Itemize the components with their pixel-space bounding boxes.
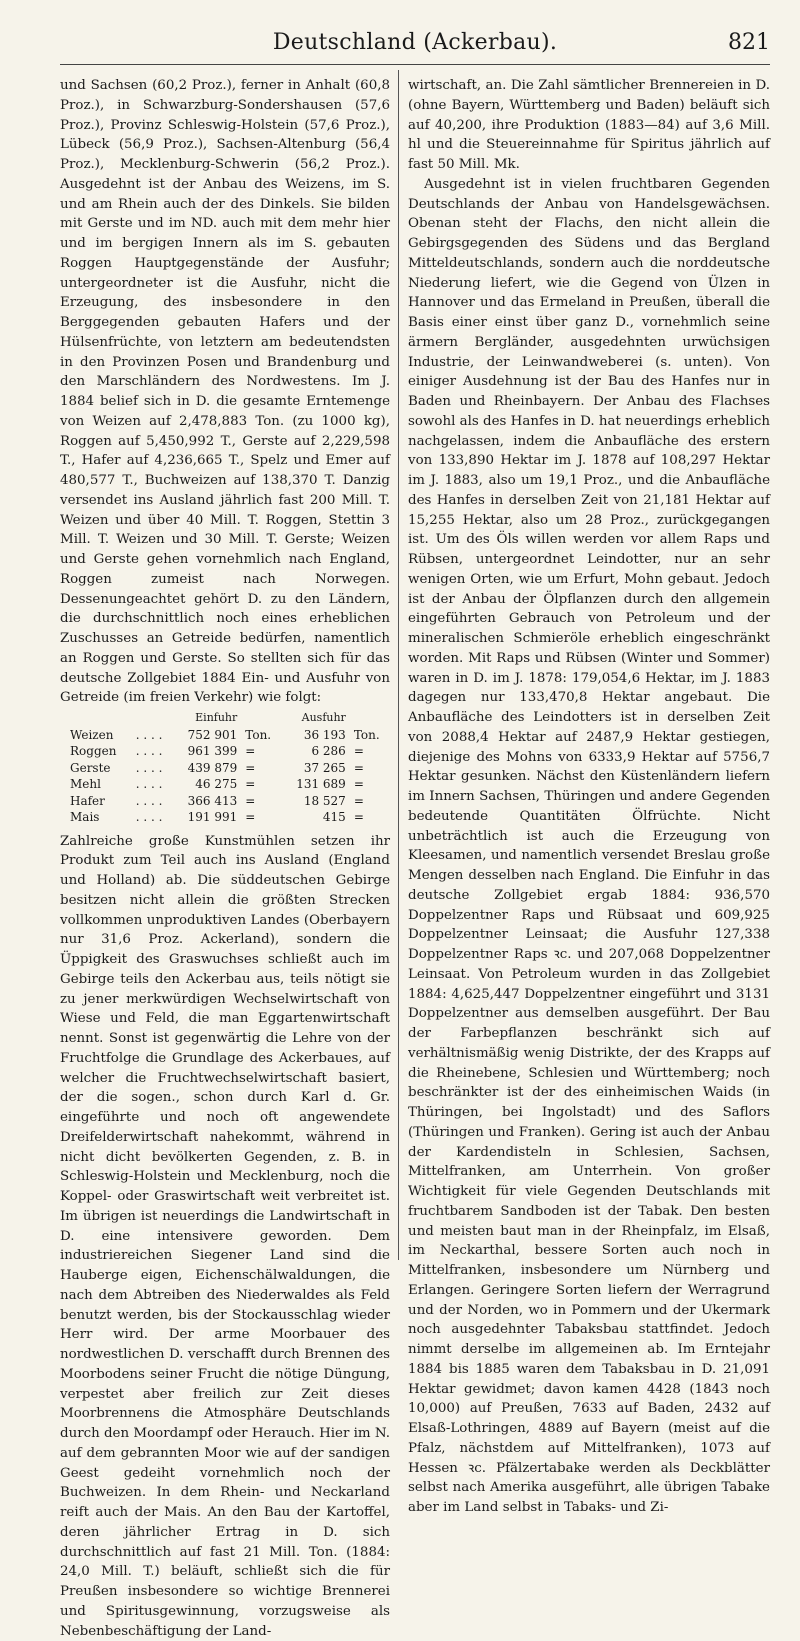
grain-trade-table (60, 710, 390, 826)
grain-name: Gerste (60, 760, 132, 777)
table-row (60, 776, 390, 793)
grain-name: Hafer (60, 793, 132, 810)
header-rule (60, 64, 770, 65)
right-paragraph-2: Ausgedehnt ist in vielen fruchtbaren Gegenden Deutschlands der Anbau von Handelsgewächsen. Obenan steht der Flachs, den nicht allein die Gebirgsgegenden des Südens und das Bergland Mitteldeutschlands, sondern auch die norddeutsche Niederung liefert, wie die Gegend von Ülzen in Hannover und das Ermeland in Preußen, überall die Basis einer einst über ganz D., vornehmlich seine ärmern Bergländer, ausgedehnten urwüchsigen Industrie, der Leinwandweberei (s. unten). Von einiger Ausdehnung ist der Bau des Hanfes nur in Baden und Rheinbayern. Der Anbau des Flachses sowohl als des Hanfes in D. hat neuerdings erheblich nachgelassen, indem die Anbaufläche des erstern von 133,890 Hektar im J. 1878 auf 108,297 Hektar im J. 1883, also um 19,1 Proz., und die Anbaufläche des Hanfes in derselben Zeit von 21,181 Hektar auf 15,255 Hektar, also um 28 Proz., zurückgegangen ist. Um des Öls willen werden vor allem Raps und Rübsen, untergeordnet Leindotter, nur an sehr wenigen Orten, wie um Erfurt, Mohn gebaut. Jedoch ist der Anbau der Ölpflanzen durch den allgemein eingeführten Gebrauch von Petroleum und der mineralischen Schmieröle erheblich eingeschränkt worden. Mit Raps und Rübsen (Winter und Sommer) waren in D. im J. 1878: 179,054,6 Hektar, im J. 1883 dagegen nur 133,470,8 Hektar angebaut. Die Anbaufläche des Leindotters ist in derselben Zeit von 2088,4 Hektar auf 2487,9 Hektar gestiegen, diejenige des Mohns von 6333,9 Hektar auf 5756,7 Hektar gesunken. Nächst den Küstenländern liefern im Innern Sachsen, Thüringen und andere Gegenden bedeutende Quantitäten Ölfrüchte. Nicht unbeträchtlich ist auch die Erzeugung von Kleesamen, und namentlich versendet Breslau große Mengen desselben nach England. Die Einfuhr in das deutsche Zollgebiet ergab 1884: 936,570 Doppelzentner Raps und Rübsaat und 609,925 Doppelzentner Leinsaat; die Ausfuhr 127,338 Doppelzentner Raps ꝛc. und 207,068 Doppelzentner Leinsaat. Von Petroleum wurden in das Zollgebiet 1884: 4,625,447 Doppelzentner eingeführt und 3131 Doppelzentner aus demselben ausgeführt. Der Bau der Farbepflanzen beschränkt sich auf verhältnismäßig wenig Distrikte, der des Krapps auf die Rheinebene, Schlesien und Württemberg; noch beschränkter ist der des einheimischen Waids (in Thüringen, bei Ingolstadt) und des Saflors (Thüringen und Franken). Gering ist auch der Anbau der Kardendisteln in Schlesien, Sachsen, Mittelfranken, am Unterrhein. Von großer Wichtigkeit für viele Gegenden Deutschlands mit fruchtbarem Sandboden ist der Tabak. Den besten und meisten baut man in der Rheinpfalz, im Elsaß, im Neckarthal, bessere Sorten auch noch in Mittelfranken, insbesondere um Nürnberg und Erlangen. Geringere Sorten liefern der Werragrund und der Norden, wo in Pommern und der Ukermark noch ausgedehnter Tabaksbau stattfindet. Jedoch nimmt derselbe im allgemeinen ab. Im Erntejahr 1884 bis 1885 waren dem Tabaksbau in D. 21,091 Hektar gewidmet; davon kamen 4428 (1843 noch 10,000) auf Preußen, 7633 auf Baden, 2432 auf Elsaß-Lothringen, 4889 auf Bayern (meist auf die Pfalz, nächstdem auf Mittelfranken), 1073 auf Hessen ꝛc. Pfälzertabake werden als Deckblätter selbst nach Amerika ausgeführt, alle übrigen Tabake aber im Land selbst in Tabaks- und Zi- (408, 175, 770, 1518)
table-row (60, 743, 390, 760)
page-header (60, 22, 770, 62)
export-value: 36 193 (281, 727, 349, 744)
leader-dots: . . . . (132, 760, 173, 777)
import-value: 439 879 (173, 760, 241, 777)
export-unit: = (350, 760, 390, 777)
table-row (60, 809, 390, 826)
leader-dots: . . . . (132, 776, 173, 793)
leader-dots: . . . . (132, 743, 173, 760)
export-unit: = (350, 743, 390, 760)
export-value: 131 689 (281, 776, 349, 793)
import-unit: = (241, 743, 281, 760)
leader-dots: . . . . (132, 793, 173, 810)
import-unit: = (241, 760, 281, 777)
left-column (60, 76, 390, 1261)
export-unit: = (350, 793, 390, 810)
export-unit: Ton. (350, 727, 390, 744)
import-value: 961 399 (173, 743, 241, 760)
import-unit: Ton. (241, 727, 281, 744)
table-row (60, 727, 390, 744)
left-paragraph-1: und Sachsen (60,2 Proz.), ferner in Anhalt (60,8 Proz.), in Schwarzburg-Sondershausen (57,6 Proz.), Provinz Schleswig-Holstein (57,6 Proz.), Lübeck (56,9 Proz.), Sachsen-Altenburg (56,4 Proz.), Mecklenburg-Schwerin (56,2 Proz.). Ausgedehnt ist der Anbau des Weizens, im S. und am Rhein auch der des Dinkels. Sie bilden mit Gerste und im ND. auch mit dem mehr hier und im bergigen Innern als im S. gebauten Roggen Hauptgegenstände der Ausfuhr; untergeordneter ist die Ausfuhr, nicht die Erzeugung, des insbesondere in den Berggegenden gebauten Hafers und der Hülsenfrüchte, von letztern am bedeutendsten in den Provinzen Posen und Brandenburg und den Marschländern des Nordwestens. Im J. 1884 belief sich in D. die gesamte Erntemenge von Weizen auf 2,478,883 Ton. (zu 1000 kg), Roggen auf 5,450,992 T., Gerste auf 2,229,598 T., Hafer auf 4,236,665 T., Spelz und Emer auf 480,577 T., Buchweizen auf 138,370 T. Danzig versendet ins Ausland jährlich fast 200 Mill. T. Weizen und über 40 Mill. T. Roggen, Stettin 3 Mill. T. Weizen und 30 Mill. T. Gerste; Weizen und Gerste gehen vornehmlich nach England, Roggen zumeist nach Norwegen. Dessenungeachtet gehört D. zu den Ländern, die durchschnittlich noch eines erheblichen Zuschusses an Getreide bedürfen, namentlich an Roggen und Gerste. So stellten sich für das deutsche Zollgebiet 1884 Ein- und Ausfuhr von Getreide (im freien Verkehr) wie folgt: (60, 76, 390, 708)
export-value: 18 527 (281, 793, 349, 810)
export-value: 37 265 (281, 760, 349, 777)
col-import-header: Einfuhr (173, 710, 241, 727)
table-row (60, 793, 390, 810)
right-column (408, 76, 770, 1261)
import-value: 191 991 (173, 809, 241, 826)
grain-name: Mais (60, 809, 132, 826)
import-unit: = (241, 793, 281, 810)
leader-dots: . . . . (132, 727, 173, 744)
export-unit: = (350, 776, 390, 793)
import-value: 366 413 (173, 793, 241, 810)
export-value: 6 286 (281, 743, 349, 760)
import-value: 752 901 (173, 727, 241, 744)
column-divider (398, 70, 399, 1260)
export-value: 415 (281, 809, 349, 826)
export-unit: = (350, 809, 390, 826)
grain-name: Weizen (60, 727, 132, 744)
table-row (60, 760, 390, 777)
leader-dots: . . . . (132, 809, 173, 826)
grain-name: Mehl (60, 776, 132, 793)
import-unit: = (241, 776, 281, 793)
right-paragraph-1: wirtschaft, an. Die Zahl sämtlicher Brennereien in D. (ohne Bayern, Württemberg und Baden) beläuft sich auf 40,200, ihre Produktion (1883—84) auf 3,6 Mill. hl und die Steuereinnahme für Spiritus jährlich auf fast 50 Mill. Mk. (408, 76, 770, 175)
table-header-row (60, 710, 390, 727)
grain-name: Roggen (60, 743, 132, 760)
page-number: 821 (728, 30, 770, 55)
col-export-header: Ausfuhr (281, 710, 349, 727)
import-value: 46 275 (173, 776, 241, 793)
import-unit: = (241, 809, 281, 826)
running-title: Deutschland (Ackerbau). (273, 30, 557, 55)
left-paragraph-2: Zahlreiche große Kunstmühlen setzen ihr Produkt zum Teil auch ins Ausland (England und Holland) ab. Die süddeutschen Gebirge besitzen nicht allein die größten Strecken vollkommen unproduktiven Landes (Oberbayern nur 31,6 Proz. Ackerland), sondern die Üppigkeit des Graswuchses schließt auch im Gebirge teils den Ackerbau aus, teils nötigt sie zu jener merkwürdigen Wechselwirtschaft von Wiese und Feld, die man Eggartenwirtschaft nennt. Sonst ist gegenwärtig die Lehre von der Fruchtfolge die Grundlage des Ackerbaues, auf welcher die Fruchtwechselwirtschaft basiert, der die sogen., schon durch Karl d. Gr. eingeführte und noch oft angewendete Dreifelderwirtschaft nahekommt, während in nicht dicht bevölkerten Gegenden, z. B. in Schleswig-Holstein und Mecklenburg, noch die Koppel- oder Graswirtschaft weit verbreitet ist. Im übrigen ist neuerdings die Landwirtschaft in D. eine intensivere geworden. Dem industriereichen Siegener Land sind die Hauberge eigen, Eichenschälwaldungen, die nach dem Abtreiben des Niederwaldes als Feld benutzt werden, bis der Stockausschlag wieder Herr wird. Der arme Moorbauer des nordwestlichen D. verschafft durch Brennen des Moorbodens seiner Frucht die nötige Düngung, verpestet aber freilich zur Zeit dieses Moorbrennens die Atmosphäre Deutschlands durch den Moordampf oder Herauch. Hier im N. auf dem gebrannten Moor wie auf der sandigen Geest gedeiht vornehmlich noch der Buchweizen. In dem Rhein- und Neckarland reift auch der Mais. An den Bau der Kartoffel, deren jährlicher Ertrag in D. sich durchschnittlich auf fast 21 Mill. Ton. (1884: 24,0 Mill. T.) beläuft, schließt sich die für Preußen insbesondere so wichtige Brennerei und Spiritusgewinnung, vorzugsweise als Nebenbeschäftigung der Land- (60, 832, 390, 1641)
